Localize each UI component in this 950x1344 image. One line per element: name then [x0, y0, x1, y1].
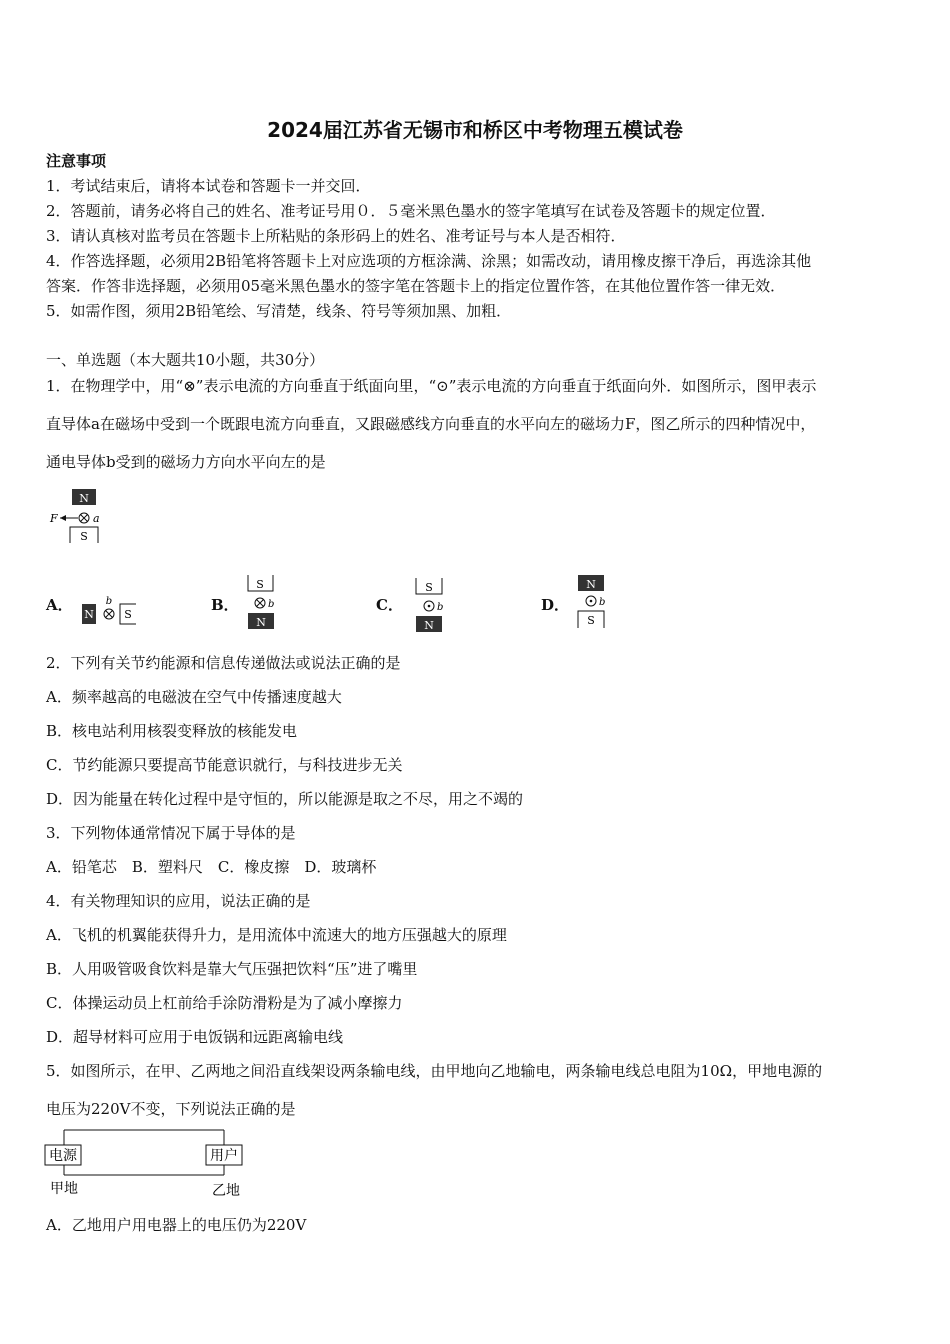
magnet-n-label: N: [79, 492, 89, 505]
q3-options: A．铅笔芯 B．塑料尺 C．橡皮擦 D．玻璃杯: [46, 858, 377, 876]
magnet-s-label: S: [256, 578, 264, 591]
notice-item: 答案．作答非选择题，必须用05毫米黑色墨水的签字笔在答题卡上的指定位置作答，在其他位置作答一律无效．: [46, 277, 786, 295]
wire-label: b: [437, 602, 444, 613]
magnet-s-label: S: [124, 608, 132, 621]
q4-option: D．超导材料可应用于电饭锅和远距离输电线: [46, 1028, 344, 1046]
magnet-n-label: N: [256, 616, 266, 629]
q1-option-b-figure: [243, 573, 283, 631]
notice-item: 3．请认真核对监考员在答题卡上所粘贴的条形码上的姓名、准考证号与本人是否相符．: [46, 227, 626, 245]
q1-option-a-figure: [78, 592, 142, 632]
q4-option: B．人用吸管吸食饮料是靠大气压强把饮料“压”进了嘴里: [46, 960, 418, 978]
page-title: 2024届江苏省无锡市和桥区中考物理五模试卷: [267, 118, 683, 142]
section-heading: 一、单选题（本大题共10小题，共30分）: [46, 351, 325, 369]
q1-option-d-figure: [573, 573, 613, 631]
magnet-s-label: S: [587, 614, 595, 627]
notice-item: 4．作答选择题，必须用2B铅笔将答题卡上对应选项的方框涂满、涂黑；如需改动，请用橡皮擦干净后，再选涂其他: [46, 252, 812, 270]
power-source-label: 电源: [49, 1148, 77, 1164]
q4-stem: 4．有关物理知识的应用，说法正确的是: [46, 892, 311, 910]
magnet-n-label: N: [424, 619, 434, 632]
q1-figure: [46, 487, 116, 547]
notice-item: 1．考试结束后，请将本试卷和答题卡一并交回．: [46, 177, 371, 195]
wire-label: b: [105, 596, 113, 607]
q1-option-c-label: C．: [376, 596, 403, 614]
force-label: F: [50, 512, 58, 525]
q1-line: 通电导体b受到的磁场力方向水平向左的是: [46, 453, 326, 471]
notice-heading: 注意事项: [46, 152, 107, 170]
magnet-s-label: S: [425, 581, 433, 594]
magnet-n-label: N: [586, 578, 596, 591]
q1-line: 直导体a在磁场中受到一个既跟电流方向垂直，又跟磁感线方向垂直的水平向左的磁场力F，图乙所示的四种情况中，: [46, 415, 816, 433]
wire-label: b: [268, 599, 275, 610]
notice-item: 2．答题前，请务必将自己的姓名、准考证号用０．５毫米黑色墨水的签字笔填写在试卷及答题卡的规定位置．: [46, 202, 776, 220]
q4-option: A．飞机的机翼能获得升力，是用流体中流速大的地方压强越大的原理: [46, 926, 507, 944]
q2-option: C．节约能源只要提高节能意识就行，与科技进步无关: [46, 756, 403, 774]
q1-option-b-label: B．: [211, 596, 239, 614]
q4-option: C．体操运动员上杠前给手涂防滑粉是为了减小摩擦力: [46, 994, 403, 1012]
place-b-label: 乙地: [212, 1183, 240, 1199]
q1-option-d-label: D．: [541, 596, 570, 614]
q1-option-a-label: A．: [46, 596, 73, 614]
q5-option: A．乙地用户用电器上的电压仍为220V: [46, 1216, 307, 1234]
magnet-n-label: N: [84, 608, 94, 621]
q2-option: B．核电站利用核裂变释放的核能发电: [46, 722, 298, 740]
q2-option: D．因为能量在转化过程中是守恒的，所以能源是取之不尽，用之不竭的: [46, 790, 524, 808]
q2-stem: 2．下列有关节约能源和信息传递做法或说法正确的是: [46, 654, 401, 672]
magnet-s-label: S: [80, 530, 88, 543]
q1-line: 1．在物理学中，用“⊗”表示电流的方向垂直于纸面向里，“⊙”表示电流的方向垂直于纸面向外．如图所示，图甲表示: [46, 377, 817, 395]
q2-option: A．频率越高的电磁波在空气中传播速度越大: [46, 688, 342, 706]
q3-stem: 3．下列物体通常情况下属于导体的是: [46, 824, 296, 842]
q1-option-c-figure: [412, 576, 452, 634]
wire-label: a: [93, 512, 100, 525]
q5-line: 电压为220V不变，下列说法正确的是: [46, 1100, 296, 1118]
q5-circuit-figure: [44, 1125, 249, 1203]
user-label: 用户: [210, 1148, 238, 1164]
notice-item: 5．如需作图，须用2B铅笔绘、写清楚，线条、符号等须加黑、加粗．: [46, 302, 512, 320]
wire-label: b: [599, 597, 606, 608]
q5-line: 5．如图所示，在甲、乙两地之间沿直线架设两条输电线，由甲地向乙地输电，两条输电线总电阻为10Ω，甲地电源的: [46, 1062, 823, 1080]
place-a-label: 甲地: [50, 1181, 78, 1197]
